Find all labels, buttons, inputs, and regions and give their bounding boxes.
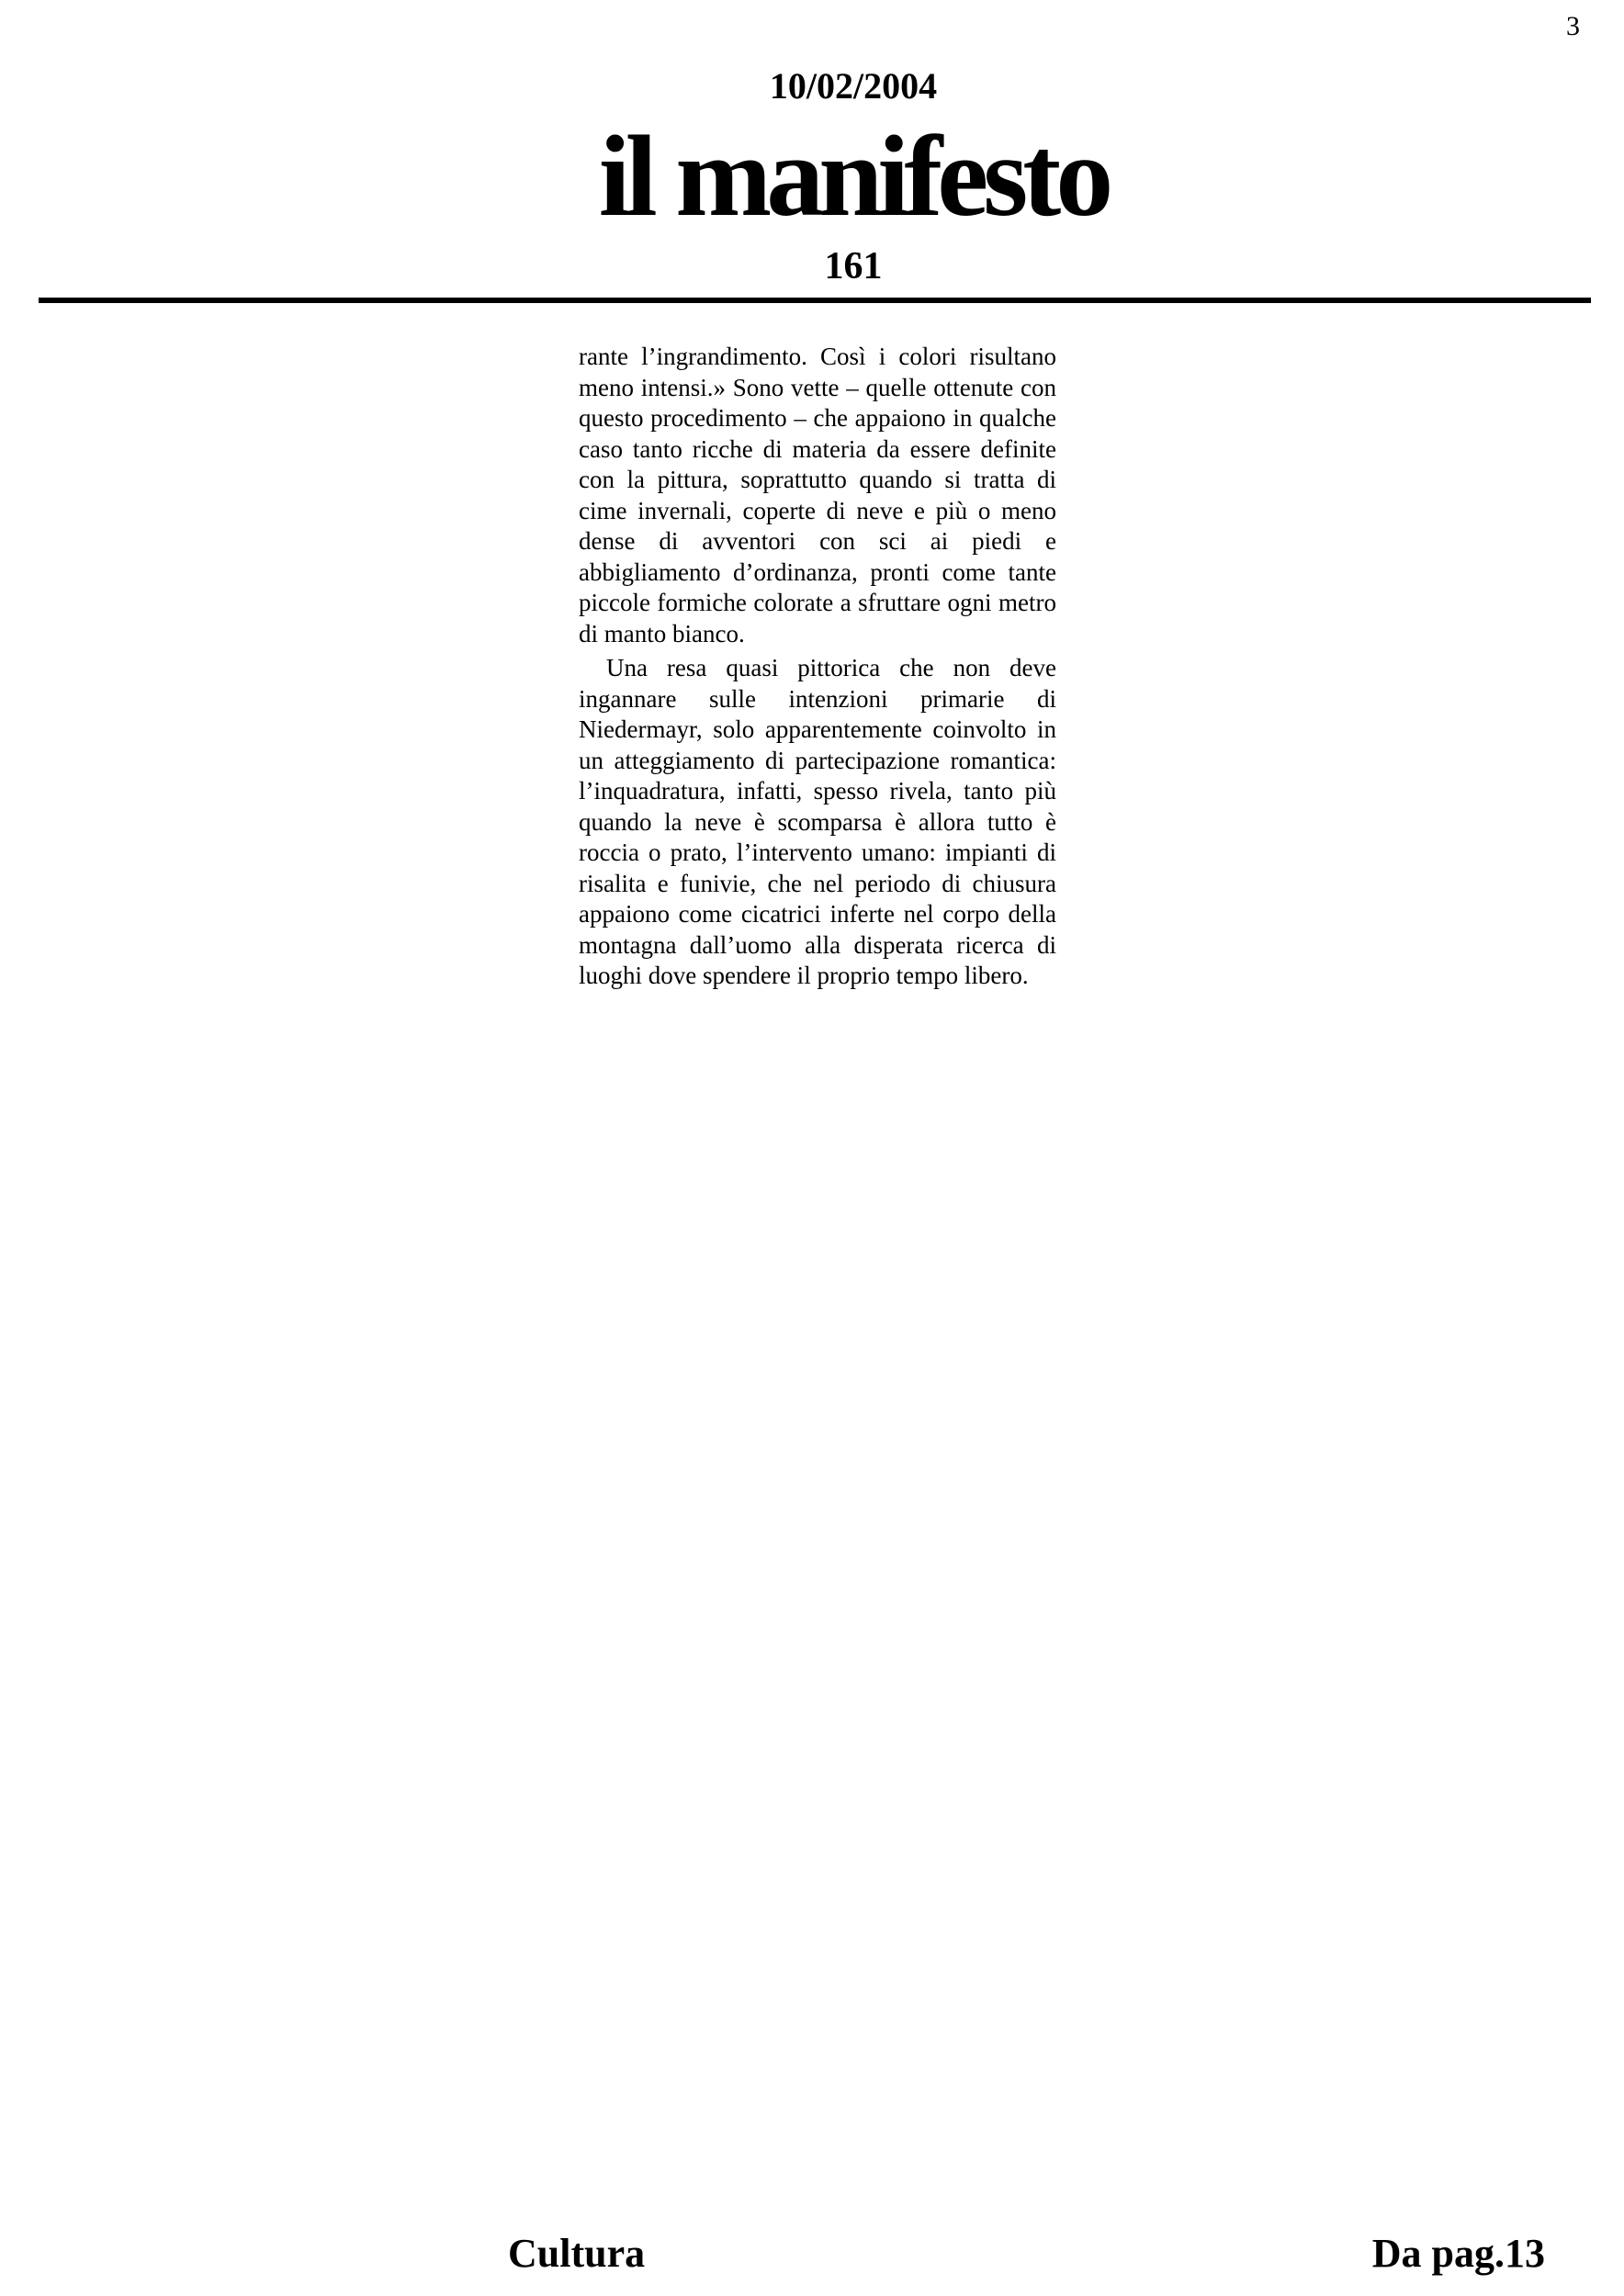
article-paragraph-2: Una resa quasi pittorica che non deve ingannare sulle intenzioni primarie di Niedermayr, solo apparentemente coinvolto in un atteggiamento di partecipazione romantica: l’inquadratura, infatti, spesso rivela, tanto più quando la neve è scomparsa è allora tutto è roccia o prato, l’intervento umano: impianti di risalita e funivie, che nel periodo di chiusura appaiono come cicatrici inferte nel corpo della montagna dall’uomo alla disperata ricerca di luoghi dove spendere il proprio tempo libero. <box>579 654 1056 989</box>
newspaper-masthead: il manifesto <box>598 113 1109 241</box>
article-column <box>579 342 1056 992</box>
page-reference: Da pag.13 <box>1371 2231 1545 2276</box>
page-number: 3 <box>1566 11 1580 41</box>
section-label: Cultura <box>508 2231 646 2276</box>
publication-date: 10/02/2004 <box>769 65 938 107</box>
header-divider <box>39 298 1591 303</box>
article-paragraph-1: rante l’ingrandimento. Così i colori risultano meno intensi.» Sono vette – quelle ottenute con questo procedimento – che appaiono in qualche caso tanto ricche di materia da essere definite con la pittura, soprattutto quando si tratta di cime invernali, coperte di neve e più o meno dense di avventori con sci ai piedi e abbigliamento d’ordinanza, pronti come tante piccole formiche colorate a sfruttare ogni metro di manto bianco. <box>579 343 1056 647</box>
issue-number: 161 <box>824 245 883 287</box>
